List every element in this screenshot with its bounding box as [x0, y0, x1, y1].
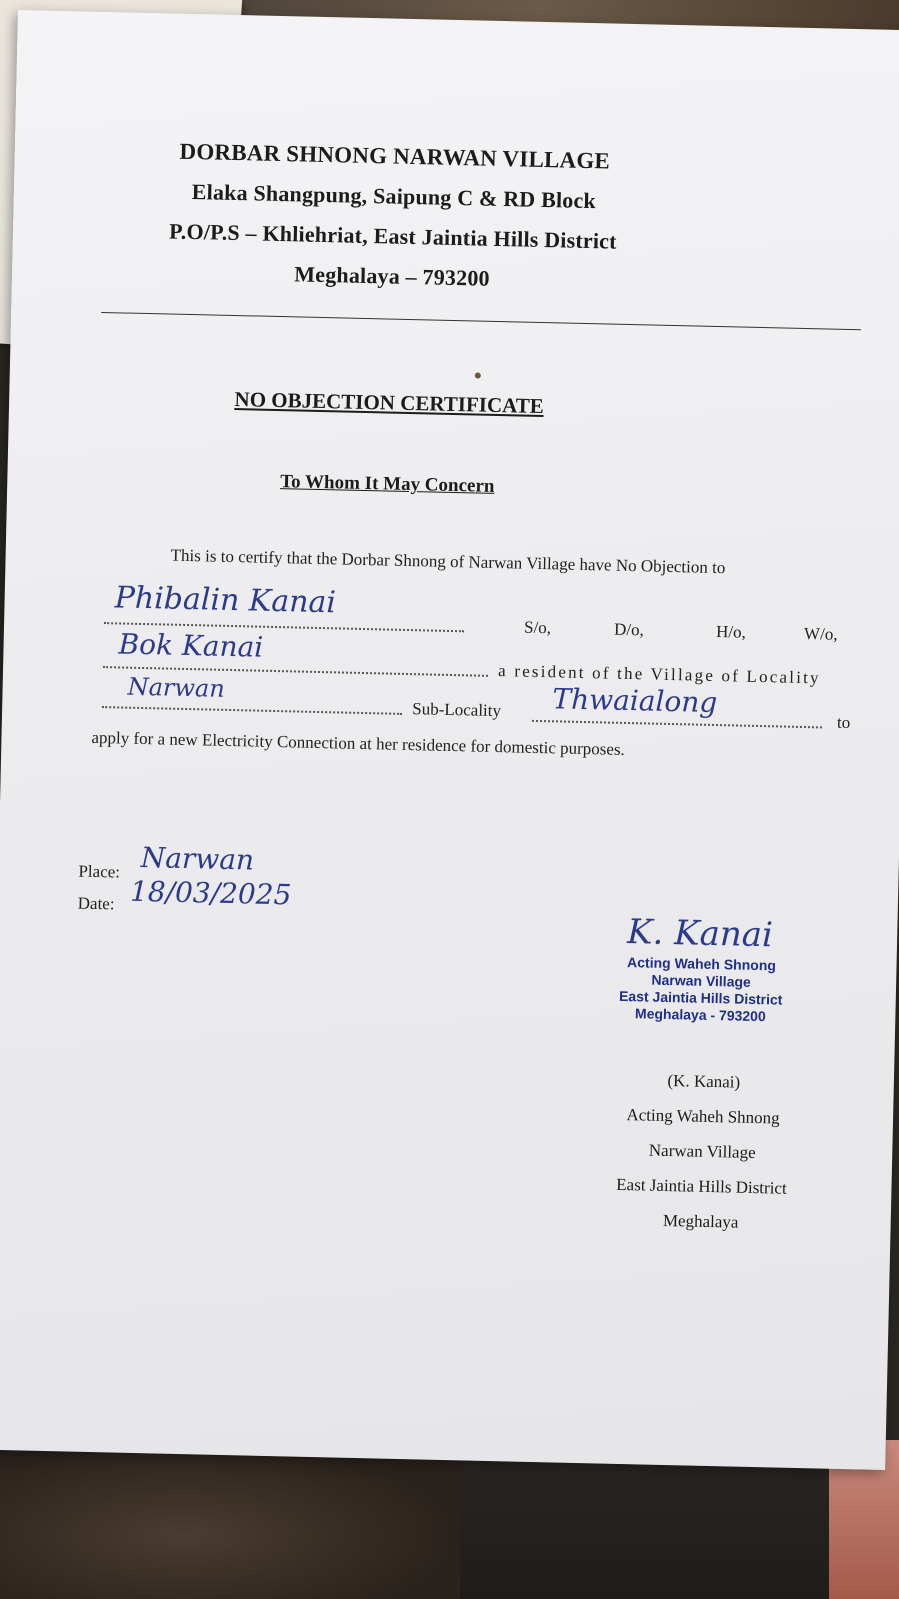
- date-label: Date:: [77, 893, 115, 914]
- stamp-line-2: Narwan Village: [651, 971, 751, 990]
- signature-handwritten: K. Kanai: [626, 912, 774, 956]
- to-word: to: [836, 712, 851, 733]
- locality-name: Narwan: [127, 672, 226, 703]
- official-stamp: [595, 953, 806, 1026]
- letterhead-org-name: DORBAR SHNONG NARWAN VILLAGE: [179, 138, 611, 174]
- resident-text: a resident of the Village of Locality: [497, 661, 821, 688]
- letterhead-post: P.O/P.S – Khliehriat, East Jaintia Hills District: [168, 218, 617, 254]
- signatory-block: [590, 1061, 814, 1241]
- relation-wo: W/o,: [803, 623, 838, 644]
- signatory-district: East Jaintia Hills District: [616, 1174, 787, 1198]
- stamp-line-3: East Jaintia Hills District: [618, 987, 783, 1008]
- place-value: Narwan: [140, 841, 255, 877]
- relation-do: D/o,: [613, 619, 645, 640]
- letterhead: [12, 128, 775, 305]
- ink-dot: [475, 372, 481, 378]
- signatory-village: Narwan Village: [648, 1140, 756, 1163]
- date-value: 18/03/2025: [129, 874, 292, 912]
- certificate-paper: [0, 10, 899, 1470]
- salutation: [7, 465, 767, 504]
- applicant-name: Phibalin Kanai: [114, 580, 337, 621]
- background-cloth: [0, 1440, 460, 1599]
- signatory-state: Meghalaya: [662, 1210, 739, 1232]
- signatory-title: Acting Waheh Shnong: [626, 1105, 780, 1128]
- signatory-name: (K. Kanai): [667, 1071, 741, 1092]
- salutation-text: To Whom It May Concern: [279, 471, 495, 497]
- relation-so: S/o,: [523, 617, 552, 638]
- sublocality-name: Thwaialong: [552, 682, 718, 720]
- relation-ho: H/o,: [715, 622, 747, 642]
- parent-name: Bok Kanai: [118, 627, 264, 664]
- intro-text: This is to certify that the Dorbar Shnong of Narwan Village have No Objection to: [170, 545, 726, 578]
- letterhead-elaka: Elaka Shangpung, Saipung C & RD Block: [191, 178, 597, 214]
- stamp-line-4: Meghalaya - 793200: [634, 1005, 766, 1025]
- letterhead-state: Meghalaya – 793200: [294, 261, 491, 291]
- certificate-title-text: NO OBJECTION CERTIFICATE: [234, 387, 545, 419]
- sublocality-dotted-line: [532, 720, 822, 729]
- certificate-title: [9, 382, 769, 424]
- sublocality-label: Sub-Locality: [412, 699, 502, 721]
- locality-dotted-line: [102, 706, 402, 715]
- place-label: Place:: [78, 861, 121, 882]
- letterhead-divider: [101, 312, 861, 330]
- closing-text: apply for a new Electricity Connection at her residence for domestic purposes.: [91, 727, 626, 759]
- stamp-line-1: Acting Waheh Shnong: [626, 954, 777, 974]
